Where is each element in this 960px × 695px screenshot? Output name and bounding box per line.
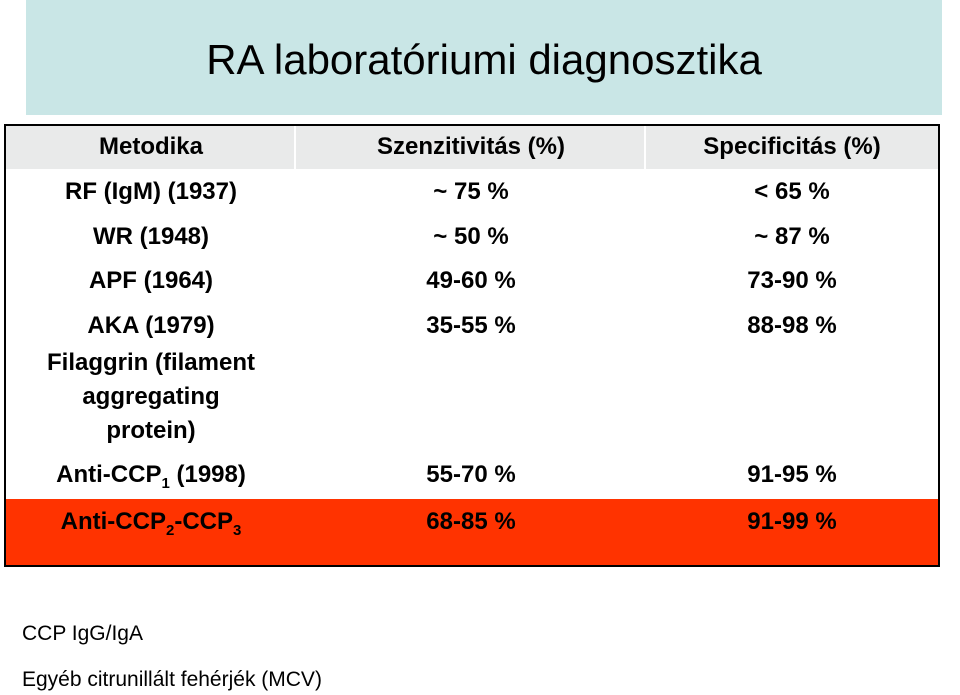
specificity-cell: < 65 % <box>754 178 830 205</box>
page-title: RA laboratóriumi diagnosztika <box>206 36 762 83</box>
method-mid: -CCP <box>174 508 233 535</box>
sensitivity-cell: 55-70 % <box>426 461 516 488</box>
table-header-row <box>6 126 938 169</box>
header-specificity: Specificitás (%) <box>703 133 881 160</box>
note-mcv: Egyéb citrunillált fehérjék (MCV) <box>22 668 322 691</box>
header-sensitivity: Szenzitivitás (%) <box>376 133 566 160</box>
specificity-cell: 91-95 % <box>747 461 837 488</box>
table-row <box>6 266 938 300</box>
method-cell-line: Filaggrin (filament <box>46 349 255 376</box>
header-method: Metodika <box>98 133 203 160</box>
highlighted-table-row <box>6 499 938 565</box>
method-suffix: (1998) <box>169 461 246 488</box>
specificity-cell: ~ 87 % <box>754 223 830 250</box>
method-cell-line: aggregating <box>82 383 220 410</box>
sensitivity-cell: 49-60 % <box>426 267 516 294</box>
method-cell: AKA (1979) <box>87 312 215 339</box>
method-cell: WR (1948) <box>92 223 210 250</box>
method-cell <box>6 460 296 490</box>
table-row <box>6 460 938 496</box>
sensitivity-cell: ~ 75 % <box>433 178 509 205</box>
method-cell <box>6 507 296 537</box>
method-subscript: 1 <box>161 475 170 492</box>
title-band <box>26 0 942 115</box>
sensitivity-cell: ~ 50 % <box>433 223 509 250</box>
method-prefix: Anti-CCP <box>60 508 166 535</box>
note-ccp: CCP IgG/IgA <box>22 622 143 645</box>
sensitivity-cell: 68-85 % <box>426 508 516 535</box>
table-row <box>6 177 938 211</box>
specificity-cell: 88-98 % <box>747 312 837 339</box>
specificity-cell: 73-90 % <box>747 267 837 294</box>
method-prefix: Anti-CCP <box>56 461 162 488</box>
sensitivity-cell: 35-55 % <box>426 312 516 339</box>
table-row <box>6 222 938 256</box>
diagnostics-table <box>4 124 940 567</box>
table-row <box>6 311 938 451</box>
method-subscript: 2 <box>165 522 175 539</box>
method-cell: RF (IgM) (1937) <box>64 178 237 205</box>
specificity-cell: 91-99 % <box>747 508 837 535</box>
method-cell: APF (1964) <box>88 267 214 294</box>
method-cell-line: protein) <box>106 417 196 444</box>
method-subscript: 3 <box>233 522 242 539</box>
